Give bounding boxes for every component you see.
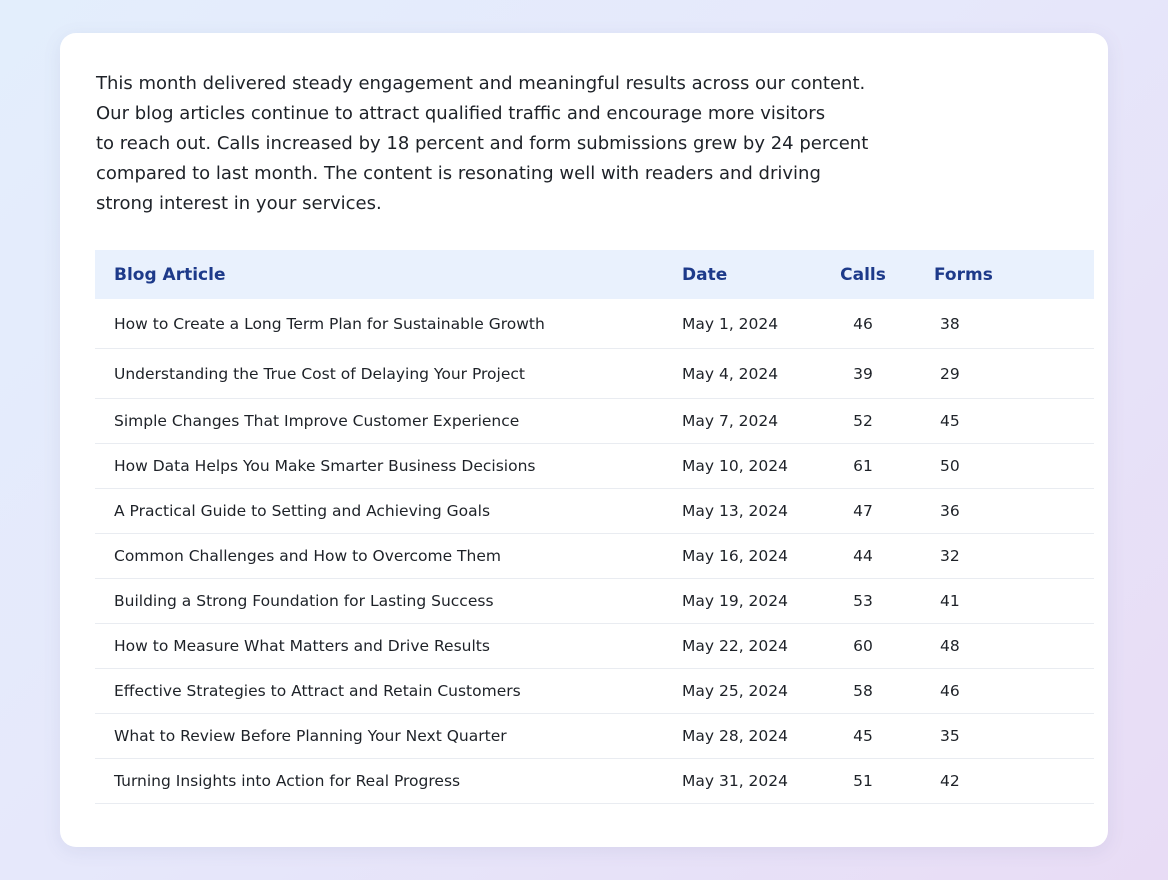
forms-cell: 41 bbox=[913, 579, 1094, 624]
column-header-calls: Calls bbox=[840, 264, 886, 285]
column-header-date: Date bbox=[682, 264, 728, 285]
summary-line: to reach out. Calls increased by 18 percent and form submissions grew by 24 percent bbox=[96, 133, 869, 154]
calls-cell: 53 bbox=[813, 579, 913, 624]
table-row bbox=[95, 489, 1094, 534]
column-header-forms: Forms bbox=[934, 264, 993, 285]
table-row bbox=[95, 299, 1094, 349]
summary-line: Our blog articles continue to attract qualified traffic and encourage more visitors bbox=[96, 103, 826, 124]
date-cell: May 4, 2024 bbox=[682, 349, 813, 399]
date-cell: May 28, 2024 bbox=[682, 714, 813, 759]
table-row bbox=[95, 579, 1094, 624]
forms-cell: 42 bbox=[913, 759, 1094, 804]
article-title-cell: Turning Insights into Action for Real Progress bbox=[95, 759, 682, 804]
forms-cell: 46 bbox=[913, 669, 1094, 714]
date-cell: May 13, 2024 bbox=[682, 489, 813, 534]
calls-cell: 51 bbox=[813, 759, 913, 804]
calls-cell: 58 bbox=[813, 669, 913, 714]
table-row bbox=[95, 349, 1094, 399]
calls-cell: 52 bbox=[813, 399, 913, 444]
forms-cell: 50 bbox=[913, 444, 1094, 489]
table-row bbox=[95, 399, 1094, 444]
table-body bbox=[95, 299, 1094, 804]
forms-cell: 36 bbox=[913, 489, 1094, 534]
article-title-cell: Understanding the True Cost of Delaying Your Project bbox=[95, 349, 682, 399]
table-row bbox=[95, 714, 1094, 759]
table-row bbox=[95, 624, 1094, 669]
column-header-article: Blog Article bbox=[114, 264, 226, 285]
header-row bbox=[95, 250, 1094, 299]
summary-paragraph bbox=[96, 69, 869, 219]
table-header bbox=[95, 250, 1094, 299]
forms-cell: 38 bbox=[913, 299, 1094, 349]
calls-cell: 60 bbox=[813, 624, 913, 669]
article-title-cell: Simple Changes That Improve Customer Experience bbox=[95, 399, 682, 444]
article-title-cell: Common Challenges and How to Overcome Them bbox=[95, 534, 682, 579]
summary-line: This month delivered steady engagement and meaningful results across our content. bbox=[96, 73, 866, 94]
date-cell: May 31, 2024 bbox=[682, 759, 813, 804]
calls-cell: 39 bbox=[813, 349, 913, 399]
date-cell: May 10, 2024 bbox=[682, 444, 813, 489]
article-title-cell: Building a Strong Foundation for Lasting Success bbox=[95, 579, 682, 624]
date-cell: May 16, 2024 bbox=[682, 534, 813, 579]
forms-cell: 45 bbox=[913, 399, 1094, 444]
article-title-cell: How to Create a Long Term Plan for Sustainable Growth bbox=[95, 299, 682, 349]
forms-cell: 29 bbox=[913, 349, 1094, 399]
blog-performance-table bbox=[95, 250, 1094, 804]
table-row bbox=[95, 444, 1094, 489]
article-title-cell: What to Review Before Planning Your Next Quarter bbox=[95, 714, 682, 759]
date-cell: May 19, 2024 bbox=[682, 579, 813, 624]
report-card bbox=[60, 33, 1108, 847]
table-row bbox=[95, 534, 1094, 579]
calls-cell: 45 bbox=[813, 714, 913, 759]
forms-cell: 32 bbox=[913, 534, 1094, 579]
calls-cell: 47 bbox=[813, 489, 913, 534]
date-cell: May 25, 2024 bbox=[682, 669, 813, 714]
article-title-cell: A Practical Guide to Setting and Achieving Goals bbox=[95, 489, 682, 534]
summary-line: compared to last month. The content is resonating well with readers and driving bbox=[96, 163, 821, 184]
article-title-cell: Effective Strategies to Attract and Retain Customers bbox=[95, 669, 682, 714]
forms-cell: 35 bbox=[913, 714, 1094, 759]
calls-cell: 44 bbox=[813, 534, 913, 579]
calls-cell: 61 bbox=[813, 444, 913, 489]
forms-cell: 48 bbox=[913, 624, 1094, 669]
date-cell: May 7, 2024 bbox=[682, 399, 813, 444]
calls-cell: 46 bbox=[813, 299, 913, 349]
table-row bbox=[95, 759, 1094, 804]
article-title-cell: How Data Helps You Make Smarter Business Decisions bbox=[95, 444, 682, 489]
table-row bbox=[95, 669, 1094, 714]
date-cell: May 1, 2024 bbox=[682, 299, 813, 349]
summary-line: strong interest in your services. bbox=[96, 193, 382, 214]
article-title-cell: How to Measure What Matters and Drive Results bbox=[95, 624, 682, 669]
date-cell: May 22, 2024 bbox=[682, 624, 813, 669]
